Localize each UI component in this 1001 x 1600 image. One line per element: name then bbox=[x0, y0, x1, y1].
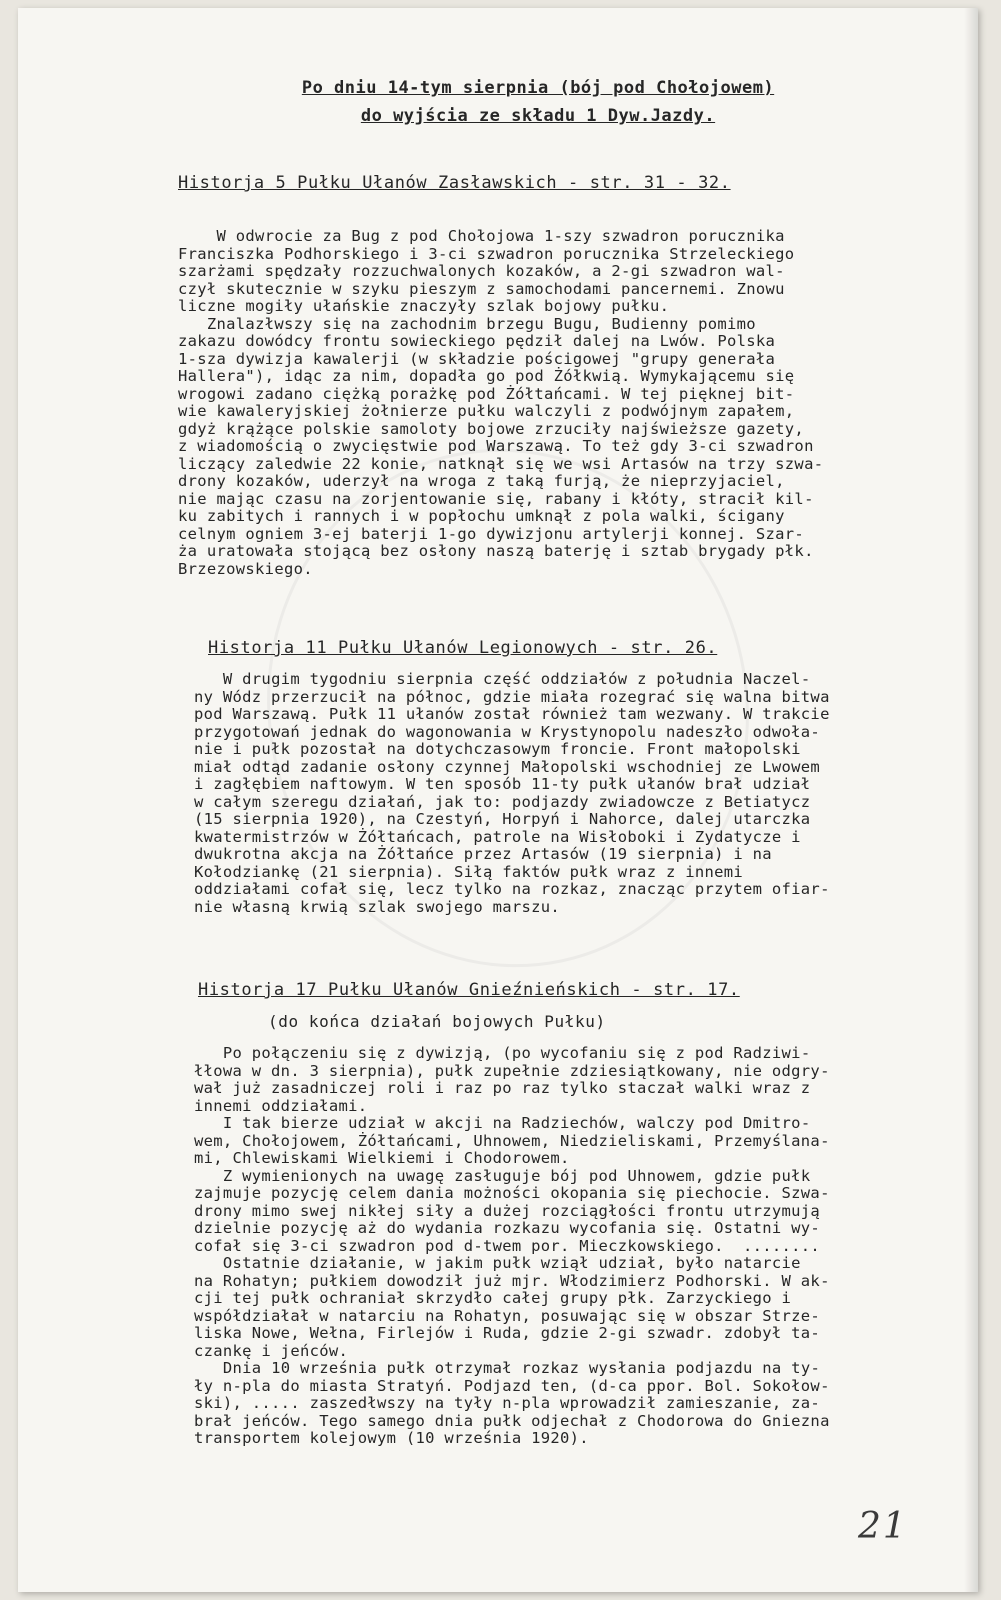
document-page bbox=[18, 8, 978, 1592]
section-heading-11-pulk: Historja 11 Pułku Ułanów Legionowych - str. 26. bbox=[208, 638, 718, 658]
page-number: 21 bbox=[858, 1506, 908, 1547]
section-heading-5-pulk: Historja 5 Pułku Ułanów Zasławskich - str. 31 - 32. bbox=[178, 173, 731, 193]
section-text-11-pulk: W drugim tygodniu sierpnia część oddziałów z południa Naczel- ny Wódz przerzucił na północ, gdzie miała rozegrać się walna bitwa pod Warszawą. Pułk 11 ułanów został również tam wezwany. W trakcie przygotowań jednak do wagonowania w Krystynopolu nadeszło odwoła- nie i pułk pozostał na dotychczasowym froncie. Front małopolski miał odtąd zadanie osłony czynnej Małopolski wschodniej ze Lwowem i zagłębiem naftowym. W ten sposób 11-ty pułk ułanów brał udział w całym szeregu działań, jak to: podjazdy zwiadowcze z Betiatycz (15 sierpnia 1920), na Czestyń, Horpyń i Nahorce, dalej utarczka kwatermistrzów w Żółtańcach, patrole na Wisłoboki i Zydatycze i dwukrotna akcja na Żółtańce przez Artasów (19 sierpnia) i na Kołodziankę (21 sierpnia). Siłą faktów pułk wraz z innemi oddziałami cofał się, lecz tylko na rozkaz, znacząc przytem ofiar- nie własną krwią szlak swojego marszu. bbox=[194, 670, 830, 916]
section-text-17-pulk: Po połączeniu się z dywizją, (po wycofaniu się z pod Radziwi- łłowa w dn. 3 sierpnia), pułk zupełnie zdziesiątkowany, nie odgry- wał już zasadniczej roli i raz po raz tylko staczał walki wraz z innemi oddziałami. I tak bierze udział w akcji na Radziechów, walczy pod Dmitro- wem, Chołojowem, Żółtańcami, Uhnowem, Niedzieliskami, Przemyślana- mi, Chlewiskami Wielkiemi i Chodorowem. Z wymienionych na uwagę zasługuje bój pod Uhnowem, gdzie pułk zajmuje pozycję celem dania możności okopania się piechocie. Szwa- drony mimo swej nikłej siły a dużej rozciągłości frontu utrzymują dzielnie pozycję aż do wydania rozkazu wycofania się. Ostatni wy- cofał się 3-ci szwadron pod d-twem por. Mieczkowskiego. ........ Ostatnie działanie, w jakim pułk wziął udział, było natarcie na Rohatyn; pułkiem dowodził już mjr. Włodzimierz Podhorski. W ak- cji tej pułk ochraniał skrzydło całej grupy płk. Zarzyckiego i współdziałał w natarciu na Rohatyn, posuwając się w obszar Strze- liska Nowe, Wełna, Firlejów i Ruda, gdzie 2-gi szwadr. zdobył ta- czankę i jeńców. Dnia 10 września pułk otrzymał rozkaz wysłania podjazdu na ty- ły n-pla do miasta Stratyń. Podjazd ten, (d-ca ppor. Bol. Sokołow- ski), ..... zaszedłwszy na tyły n-pla wprowadził zamieszanie, za- brał jeńców. Tego samego dnia pułk odjechał z Chodorowa do Gniezna transportem kolejowym (10 września 1920). bbox=[194, 1044, 830, 1447]
section-subheading-17-pulk: (do końca działań bojowych Pułku) bbox=[268, 1012, 606, 1031]
section-heading-17-pulk: Historja 17 Pułku Ułanów Gnieźnieńskich - str. 17. bbox=[198, 980, 740, 1000]
document-title-line-2: do wyjścia ze składu 1 Dyw.Jazdy. bbox=[360, 106, 716, 126]
section-text-5-pulk: W odwrocie za Bug z pod Chołojowa 1-szy szwadron porucznika Franciszka Podhorskiego i 3-ci szwadron porucznika Strzeleckiego szarżami spędzały rozzuchwalonych kozaków, a 2-gi szwadron wal- czył skutecznie w szyku pieszym z samochodami pancernemi. Znowu liczne mogiły ułańskie znaczyły szlak bojowy pułku. Znalazłwszy się na zachodnim brzegu Bugu, Budienny pomimo zakazu dowódcy frontu sowieckiego pędził dalej na Lwów. Polska 1-sza dywizja kawalerji (w składzie pościgowej "grupy generała Hallera"), idąc za nim, dopadła go pod Żółkwią. Wymykającemu się wrogowi zadano ciężką porażkę pod Żółtańcami. W tej pięknej bit- wie kawaleryjskiej żołnierze pułku walczyli z podwójnym zapałem, gdyż krążące polskie samoloty bojowe zrzuciły najświeższe gazety, z wiadomością o zwycięstwie pod Warszawą. To też gdy 3-ci szwadron liczący zaledwie 22 konie, natknął się we wsi Artasów na trzy szwa- drony kozaków, uderzył na wroga z taką furją, że nieprzyjaciel, nie mając czasu na zorjentowanie się, rabany i kłóty, stracił kil- ku zabitych i rannych i w popłochu umknął z pola walki, ścigany celnym ogniem 3-ej baterji 1-go dywizjonu artylerji konnej. Szar- ża uratowała stojącą bez osłony naszą baterję i sztab brygady płk. Brzezowskiego. bbox=[178, 227, 824, 578]
document-title-line-1: Po dniu 14-tym sierpnia (bój pod Chołojowem) bbox=[301, 78, 775, 98]
